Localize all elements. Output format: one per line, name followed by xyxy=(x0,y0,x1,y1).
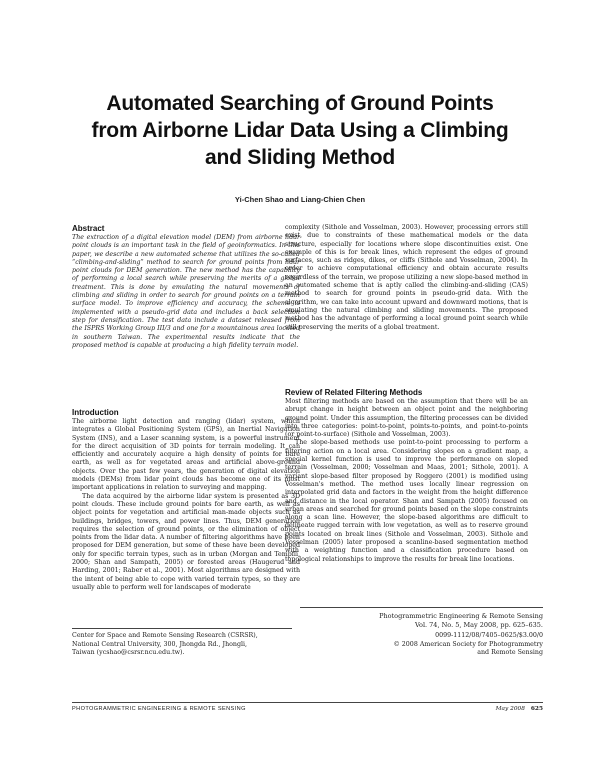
journal-name: Photogrammetric Engineering & Remote Sensing xyxy=(379,612,543,620)
review-section xyxy=(285,388,528,564)
introduction-section xyxy=(72,408,300,592)
journal-info xyxy=(300,612,543,629)
continuation-paragraph: complexity (Sithole and Vosselman, 2003). However, processing errors still exist, due to constraints of these mathematical models or the data structure, especially for locations where slope discontinuities exist. One example of this is for break lines, which represent the edges of ground surfaces, such as ridges, dikes, or cliffs (Sithole and Vosselman, 2004). In order to achieve computational efficiency and obtain accurate results regardless of the terrain, we propose utilizing a new slope-based method in an automated scheme that is aptly called the climbing-and-sliding (CAS) method to search for ground points in pseudo-grid data. With the algorithm, we can take into account upward and downward motions, that is emulating the natural climbing and sliding movements. The proposed method has the advantage of performing a local ground point search while still preserving the merits of a global treatment. xyxy=(285,224,528,331)
footer-rule xyxy=(72,702,543,703)
affiliation-line-2: National Central University, 300, Jhongda Rd., Jhongli, xyxy=(72,640,248,648)
affiliation-line-3: Taiwan (ycshao@csrsr.ncu.edu.tw). xyxy=(72,649,185,656)
review-paragraph-1: Most filtering methods are based on the assumption that there will be an abrupt change in height between an object point and the neighboring ground point. Under this assumption, the filtering processes can be divided into three categories: point-to-point, points-to-points, and point-to-points (or point-to-surface) (Sithole and Vosselman, 2003). xyxy=(285,398,528,439)
introduction-paragraph-2: The data acquired by the airborne lidar system is presented as 3D point clouds. These include ground points for bare earth, as well as object points for vegetation and artificial man-made objects such as buildings, bridges, towers, and power lines. Thus, DEM generation requires the selection of ground points, or the elimination of object points from the lidar data. A number of filtering algorithms have been proposed for DEM generation, but some of these have been developed only for specific terrain types, such as in urban (Morgan and Tempfli, 2000; Shan and Sampath, 2005) or forested areas (Haugerud and Harding, 2001; Raber et al., 2001). Most algorithms are designed with the intent of being able to cope with varied terrain types, so they are usually able to perform well for landscapes of moderate xyxy=(72,492,300,591)
paper-title: Automated Searching of Ground Points from Airborne Lidar Data Using a Climbing and Sliding Method xyxy=(91,92,509,169)
abstract-section xyxy=(72,224,300,350)
introduction-heading: Introduction xyxy=(72,408,119,417)
footer-journal: PHOTOGRAMMETRIC ENGINEERING & REMOTE SENSING xyxy=(72,706,246,712)
review-heading: Review of Related Filtering Methods xyxy=(285,388,423,397)
copyright-line-1: 0099-1112/08/7405–0625/$3.00/0 xyxy=(435,632,543,639)
journal-rule xyxy=(300,607,543,608)
abstract-heading: Abstract xyxy=(72,224,105,233)
copyright-line-3: and Remote Sensing xyxy=(477,649,543,656)
footer-page-number: 625 xyxy=(530,706,543,712)
footer-date: May 2008 xyxy=(495,706,525,712)
paper-authors: Yi-Chen Shao and Liang-Chien Chen xyxy=(234,195,366,204)
right-column-continuation xyxy=(285,224,528,332)
affiliation-rule xyxy=(72,628,292,629)
author-affiliation xyxy=(72,632,292,658)
copyright-block xyxy=(300,632,543,658)
review-paragraph-2: The slope-based methods use point-to-point processing to perform a filtering action on a local area. Considering slopes on a gradient map, a special kernel function is used to improve the performance on sloped terrain (Vosselman, 2000; Vosselman and Maas, 2001; Sithole, 2001). A variant slope-based filter proposed by Roggero (2001) is modified using Vosselman's method. The method uses locally linear regression on interpolated grid data and factors in the weight from the height difference and distance in the local operator. Shan and Sampath (2005) focused on urban areas and searched for ground points based on the slope constraints along a scan line. However, the slope-based algorithms are difficult to delineate rugged terrain with low vegetation, as well as to reserve ground points located on break lines (Sithole and Vosselman, 2003). Sithole and Vosselman (2005) later proposed a scanline-based segmentation method with a weighting function and a classification procedure based on topological relationships to improve the results for break line locations. xyxy=(285,439,528,563)
abstract-text: The extraction of a digital elevation model (DEM) from airborne lidar point clouds is an important task in the field of geoinformatics. In this paper, we describe a new automated scheme that utilizes the so-called “climbing-and-sliding” method to search for ground points from lidar point clouds for DEM generation. The new method has the capability of performing a local search while preserving the merits of a global treatment. This is done by emulating the natural movements of climbing and sliding in order to search for ground points on a terrain surface model. To improve efficiency and accuracy, the scheme is implemented with a pseudo-grid data and includes a back selection step for densification. The test data include a dataset released from the ISPRS Working Group III/3 and one for a mountainous area located in southern Taiwan. The experimental results indicate that the proposed method is capable at producing a high fidelity terrain model. xyxy=(72,234,300,349)
journal-volume: Vol. 74, No. 5, May 2008, pp. 625–635. xyxy=(414,620,543,629)
affiliation-line-1: Center for Space and Remote Sensing Research (CSRSR), xyxy=(72,632,258,639)
copyright-line-2: © 2008 American Society for Photogrammetry xyxy=(393,640,543,648)
introduction-paragraph-1: The airborne light detection and ranging (lidar) system, which integrates a Global Positioning System (GPS), an Inertial Navigation System (INS), and a Laser scanning system, is a powerful instrument for the direct acquisition of 3D points for terrain modeling. It can efficiently and accurately acquire a high density of points for bare earth, as well as for vegetated areas and artificial above-ground objects. Over the past few years, the generation of digital elevation models (DEMs) from lidar point clouds has become one of its most important applications in relation to surveying and mapping. xyxy=(72,418,300,492)
footer-page-info xyxy=(420,706,543,712)
